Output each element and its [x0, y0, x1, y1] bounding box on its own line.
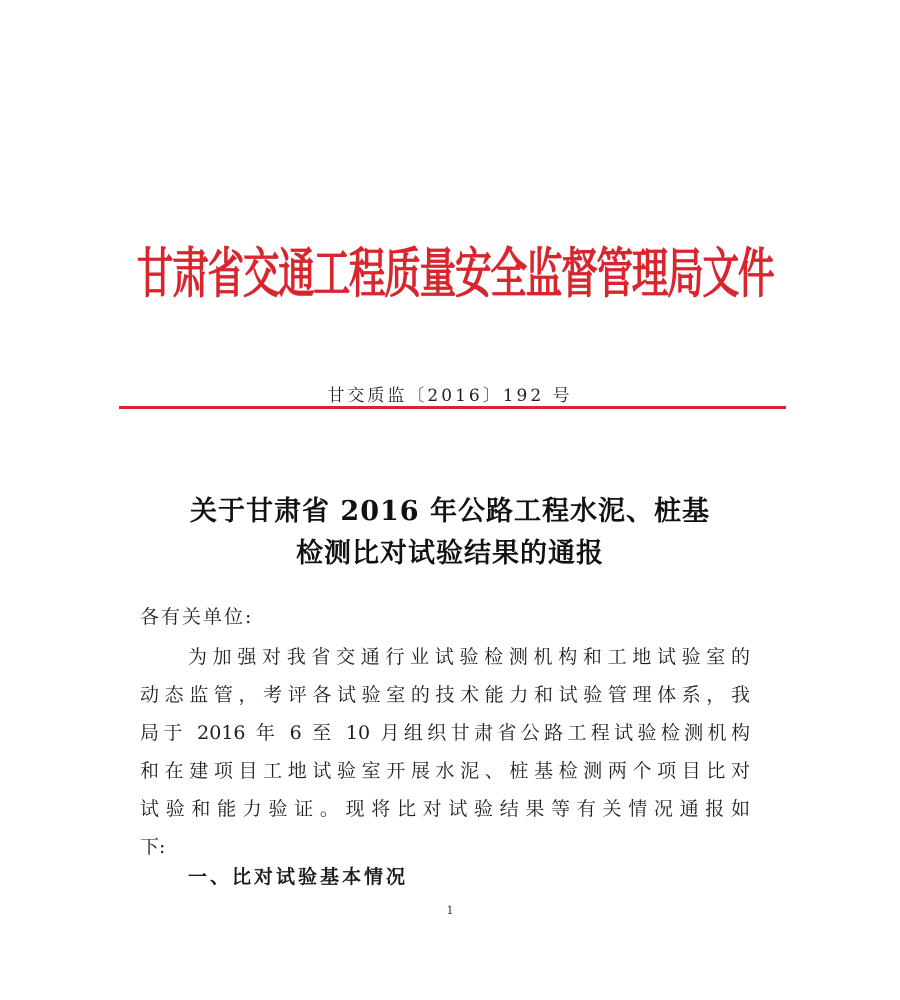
paragraph-line: 动态监管，考评各试验室的技术能力和试验管理体系，我 — [140, 684, 750, 706]
header-red-rule — [119, 406, 786, 409]
org-header-title — [110, 228, 800, 310]
document-number: 甘交质监〔2016〕192 号 — [327, 386, 573, 406]
salutation: 各有关单位: — [140, 606, 254, 628]
paragraph-line: 局于 2016 年 6 至 10 月组织甘肃省公路工程试验检测机构 — [140, 722, 750, 744]
org-header-title-text: 甘肃省交通工程质量安全监督管理局文件 — [136, 241, 774, 305]
notice-title-line-2: 检测比对试验结果的通报 — [296, 538, 604, 569]
page-number: 1 — [446, 904, 454, 917]
paragraph-line: 下: — [140, 836, 166, 858]
section-heading: 一、比对试验基本情况 — [188, 866, 409, 888]
paragraph-line: 和在建项目工地试验室开展水泥、桩基检测两个项目比对 — [140, 760, 750, 782]
paragraph-line: 试验和能力验证。现将比对试验结果等有关情况通报如 — [140, 798, 750, 820]
paragraph-line: 为加强对我省交通行业试验检测机构和工地试验室的 — [188, 646, 750, 668]
notice-title-line-1: 关于甘肃省 2016 年公路工程水泥、桩基 — [190, 496, 710, 527]
